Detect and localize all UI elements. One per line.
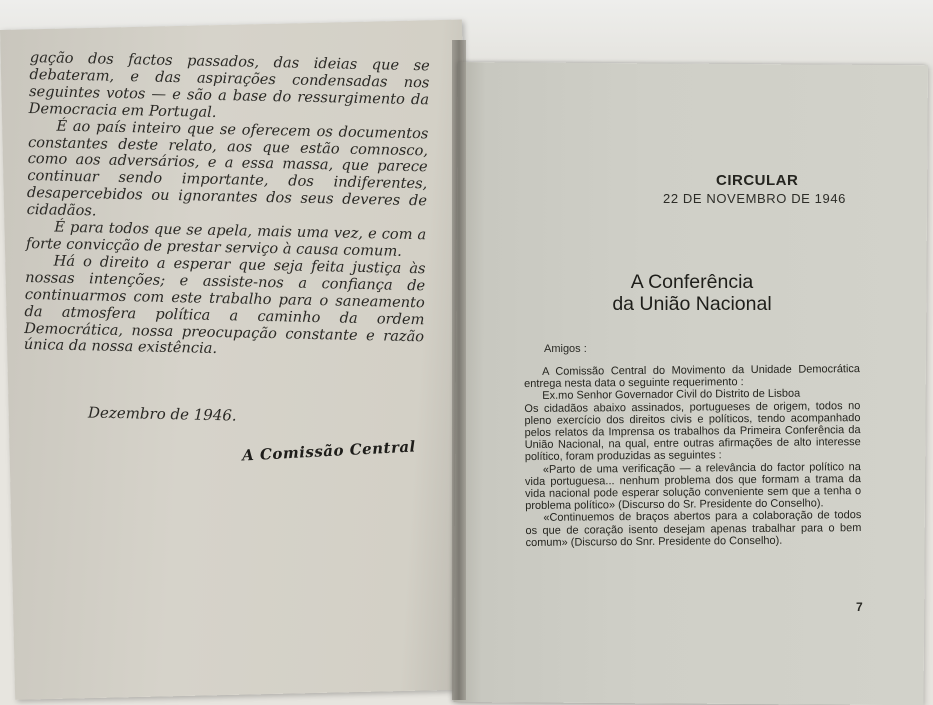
circular-title: CIRCULAR [716, 172, 799, 189]
circular-date: 22 DE NOVEMBRO DE 1946 [663, 191, 846, 206]
heading-line-2: da União Nacional [612, 293, 772, 315]
left-paragraph-4: Há o direito a esperar que seja feita justiça às nossas intenções; e assiste-nos a confiança de continuarmos com este trabalho para o saneamento da atmosfera política a caminho da ordem Democrática, nossa preocupação constante e razão única da nossa existência. [23, 252, 426, 358]
heading-line-1: A Conferência [630, 271, 754, 293]
page-number: 7 [856, 600, 863, 614]
right-paragraph-4: «Parto de uma verificação — a relevância do factor político na vida portuguesa... nenhum problema dos que formam a trama da vida nacional pode esperar solução conveniente sem que a tenha o problema político» (Discurso do Sr. Presidente do Conselho). [524, 460, 862, 513]
left-page-text [24, 50, 430, 363]
greeting: Amigos : [544, 343, 587, 355]
right-paragraph-2: Ex.mo Senhor Governador Civil do Distrito de Lisboa [542, 387, 801, 403]
right-paragraph-5: «Continuemos de braços abertos para a colaboração de todos os que de coração isento desejam apenas trabalhar para o bem comum» (Discurso do Snr. Presidente do Conselho). [525, 509, 862, 549]
left-paragraph-1: gação dos factos passados, das ideias que se debateram, e das aspirações condensadas nos seguintes votos — e são a base do ressurgimento da Democracia em Portugal. [28, 49, 430, 121]
book-spine [452, 40, 466, 700]
article-heading [592, 271, 792, 315]
left-date: Dezembro de 1946. [87, 403, 237, 425]
left-paragraph-2: É ao país inteiro que se oferecem os documentos constantes deste relato, aos que estão comnosco, como aos adversários, e a essa massa, que parece continuar sendo importante, dos indiferentes, desapercebidos ou ignorantes dos seus deveres de cidadãos. [26, 117, 429, 220]
right-paragraph-3: Os cidadãos abaixo assinados, portugueses de origem, todos no pleno exercício dos direitos civis e políticos, tendo acompanhado pelos relatos da Imprensa os trabalhos da Primeira Conferência da União Nacional, na qual, entre outras afirmações de alto interesse político, foram produzidas as seguintes : [524, 399, 861, 464]
right-paragraph-1: A Comissão Central do Movimento da Unidade Democrática entrega nesta data o seguinte requerimento : [524, 363, 861, 391]
left-paragraph-3: É para todos que se apela, mais uma vez, e com a forte convicção de prestar serviço à causa comum. [25, 218, 427, 260]
signature: A Comissão Central [241, 437, 417, 465]
right-page-text [524, 363, 862, 549]
